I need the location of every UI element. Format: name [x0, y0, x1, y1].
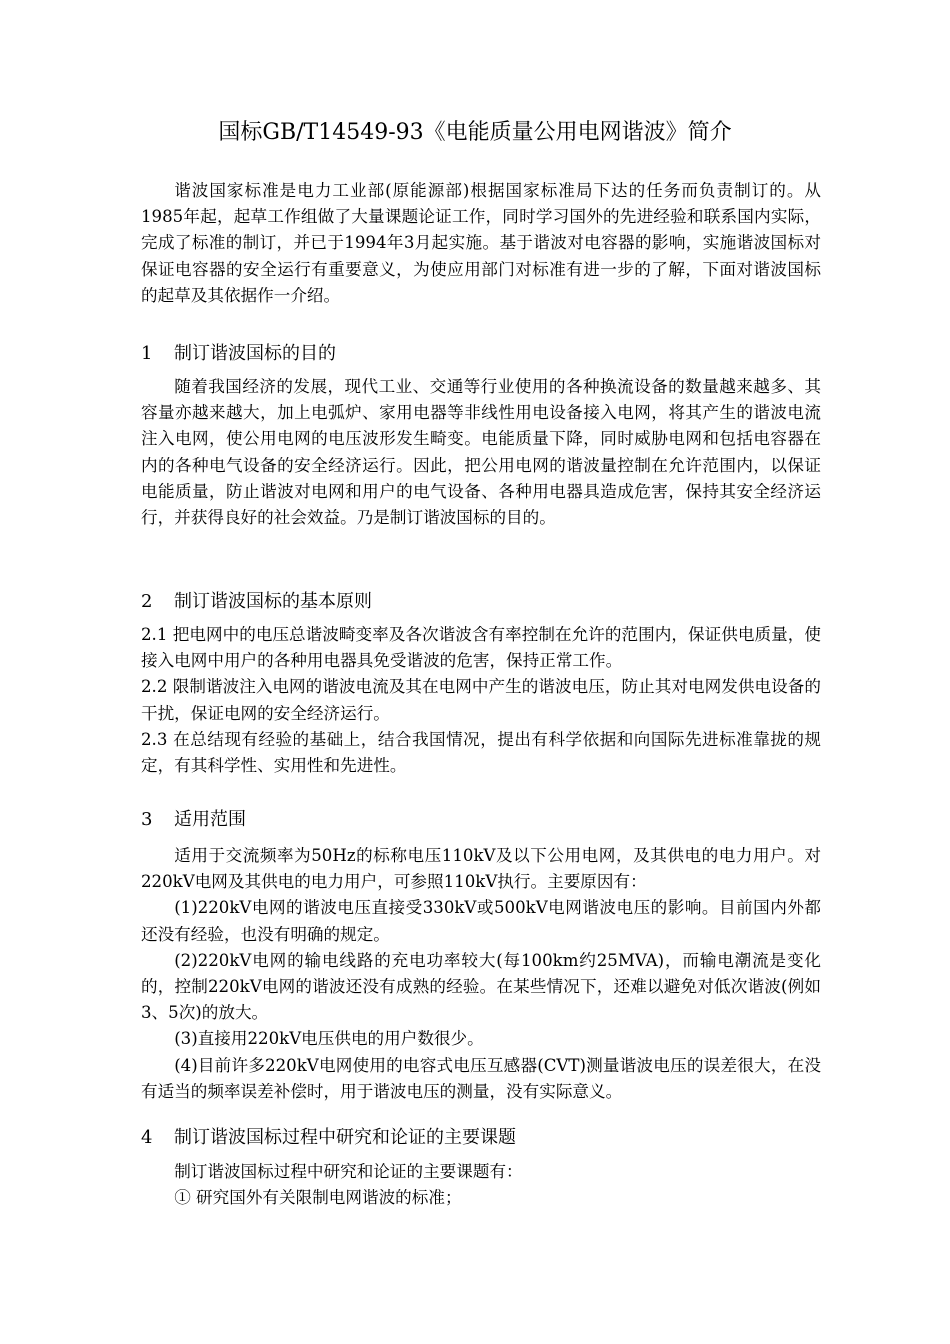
section-2-heading [141, 588, 821, 616]
section-3-number: 3 [141, 809, 153, 830]
section-3-title: 适用范围 [174, 809, 246, 830]
section-3-heading [141, 806, 821, 834]
section-4-heading [141, 1124, 821, 1152]
section-4-list-item-1: ① 研究国外有关限制电网谐波的标准； [174, 1188, 462, 1208]
section-1-paragraph: 随着我国经济的发展，现代工业、交通等行业使用的各种换流设备的数量越来越多、其容量亦越来越大，加上电弧炉、家用电器等非线性用电设备接入电网，将其产生的谐波电流注入电网，使公用电网的电压波形发生畸变。电能质量下降，同时威胁电网和包括电容器在内的各种电气设备的安全经济运行。因此，把公用电网的谐波量控制在允许范围内，以保证电能质量，防止谐波对电网和用户的电气设备、各种用电器具造成危害，保持其安全经济运行，并获得良好的社会效益。乃是制订谐波国标的目的。 [141, 377, 821, 528]
intro-section [141, 178, 821, 309]
intro-paragraph: 谐波国家标准是电力工业部(原能源部)根据国家标准局下达的任务而负责制订的。从1985年起，起草工作组做了大量课题论证工作，同时学习国外的先进经验和联系国内实际，完成了标准的制订，并已于1994年3月起实施。基于谐波对电容器的影响，实施谐波国标对保证电容器的安全运行有重要意义，为使应用部门对标准有进一步的了解，下面对谐波国标的起草及其依据作一介绍。 [141, 181, 821, 305]
section-1-heading [141, 340, 821, 368]
section-1-body [141, 374, 821, 531]
section-4-body [141, 1159, 821, 1211]
section-4-number: 4 [141, 1127, 153, 1148]
section-4-paragraph-1: 制订谐波国标过程中研究和论证的主要课题有： [174, 1162, 523, 1181]
section-1-number: 1 [141, 343, 153, 364]
section-1-title: 制订谐波国标的目的 [174, 343, 336, 364]
section-2-title: 制订谐波国标的基本原则 [174, 591, 372, 612]
section-3-body [141, 843, 821, 1105]
section-3-paragraph-5: (4)目前许多220kV电网使用的电容式电压互感器(CVT)测量谐波电压的误差很大，在没有适当的频率误差补偿时，用于谐波电压的测量，没有实际意义。 [141, 1055, 821, 1101]
section-3-paragraph-2: (1)220kV电网的谐波电压直接受330kV或500kV电网谐波电压的影响。目前国内外都还没有经验，也没有明确的规定。 [141, 898, 821, 944]
section-2-body [141, 622, 821, 779]
section-2-item-3: 2.3 在总结现有经验的基础上，结合我国情况，提出有科学依据和向国际先进标准靠拢的规定，有其科学性、实用性和先进性。 [141, 729, 821, 776]
section-2-item-2: 2.2 限制谐波注入电网的谐波电流及其在电网中产生的谐波电压，防止其对电网发供电设备的干扰，保证电网的安全经济运行。 [141, 677, 821, 723]
section-2-item-1: 2.1 把电网中的电压总谐波畸变率及各次谐波含有率控制在允许的范围内，保证供电质量，使接入电网中用户的各种用电器具免受谐波的危害，保持正常工作。 [141, 625, 821, 671]
section-2-number: 2 [141, 591, 153, 612]
section-3-paragraph-1: 适用于交流频率为50Hz的标称电压110kV及以下公用电网，及其供电的电力用户。对220kV电网及其供电的电力用户，可参照110kV执行。主要原因有： [141, 846, 821, 892]
section-4-title: 制订谐波国标过程中研究和论证的主要课题 [174, 1127, 516, 1148]
page-title: 国标GB/T14549-93《电能质量公用电网谐波》简介 [218, 120, 732, 145]
section-3-paragraph-3: (2)220kV电网的输电线路的充电功率较大(每100km约25MVA)，而输电潮流是变化的，控制220kV电网的谐波还没有成熟的经验。在某些情况下，还难以避免对低次谐波(例如3、5次)的放大。 [141, 950, 821, 1023]
section-3-paragraph-4: (3)直接用220kV电压供电的用户数很少。 [174, 1029, 484, 1049]
